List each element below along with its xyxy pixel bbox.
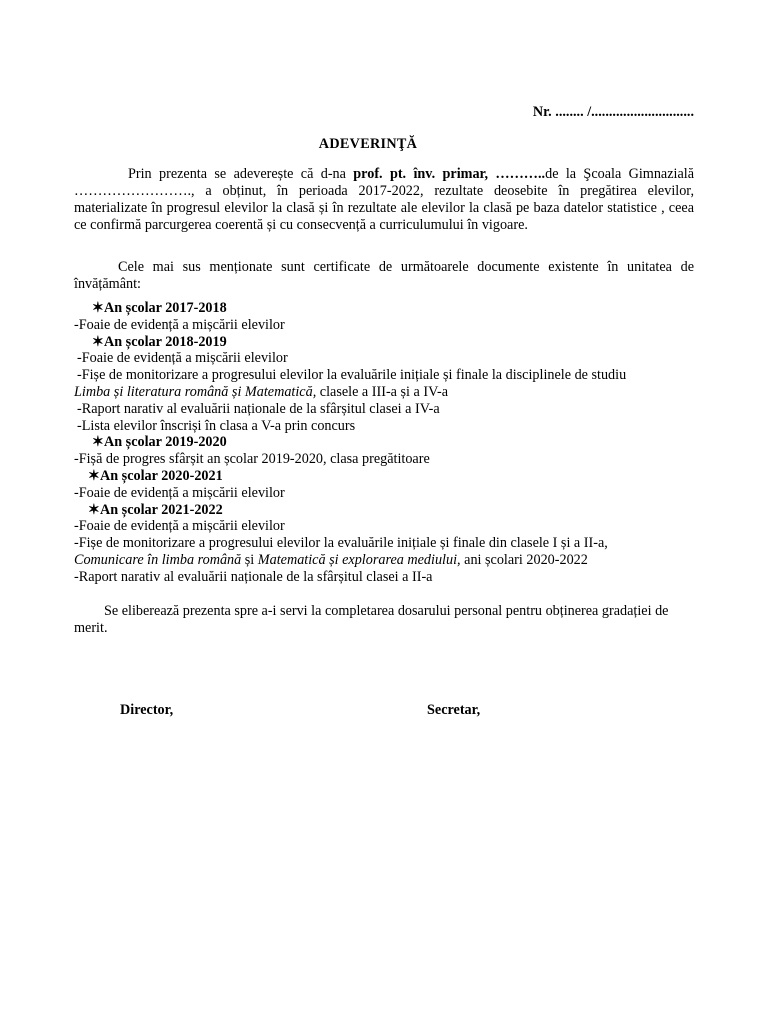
year-label: An școlar 2017-2018 bbox=[104, 300, 227, 316]
year-label: An școlar 2021-2022 bbox=[100, 501, 223, 518]
secretary-signature-label: Secretar, bbox=[427, 702, 481, 718]
star-bullet-icon: ✶ bbox=[92, 333, 104, 350]
nr-value: ........ /............................. bbox=[555, 104, 694, 120]
list-item bbox=[74, 384, 694, 401]
list-item: -Foaie de evidență a mișcării elevilor bbox=[74, 518, 285, 535]
year-heading bbox=[74, 468, 694, 485]
list-item: -Raport narativ al evaluării naționale de la sfârșitul clasei a IV-a bbox=[77, 400, 440, 417]
year-heading bbox=[74, 502, 694, 519]
registration-number bbox=[533, 104, 694, 121]
document-title: ADEVERINŢĂ bbox=[318, 136, 418, 152]
director-signature-label: Director, bbox=[120, 702, 174, 718]
year-label: An școlar 2019-2020 bbox=[104, 434, 227, 451]
star-bullet-icon: ✶ bbox=[92, 300, 104, 316]
teacher-title: prof. pt. înv. primar, ……….. bbox=[353, 166, 546, 182]
certification-paragraph bbox=[74, 166, 694, 234]
closing-paragraph: Se eliberează prezenta spre a-i servi la completarea dosarului personal pentru obținerea gradației de merit. bbox=[74, 603, 669, 636]
year-heading bbox=[74, 300, 694, 317]
list-item: -Lista elevilor înscriși în clasa a V-a prin concurs bbox=[77, 417, 356, 434]
paragraph1-text-start: Prin prezenta se adeverește că d-na bbox=[128, 166, 354, 182]
nr-label: Nr. bbox=[532, 104, 552, 120]
star-bullet-icon: ✶ bbox=[92, 434, 104, 451]
list-item bbox=[74, 552, 694, 569]
list-item: -Raport narativ al evaluării naționale de la sfârșitul clasei a II-a bbox=[74, 568, 433, 585]
subjects-italic: Limba și literatura română și Matematică, bbox=[74, 383, 317, 400]
year-label: An școlar 2020-2021 bbox=[100, 467, 223, 484]
list-item: -Foaie de evidență a mișcării elevilor bbox=[74, 316, 285, 333]
list-item: -Fișe de monitorizare a progresului elevilor la evaluările inițiale și finale din clasele I și a II-a, bbox=[74, 535, 608, 552]
subject-italic: Matematică și explorarea mediului bbox=[257, 551, 458, 568]
paragraph1-text-rest: de la Şcoala Gimnazială ……………………., a obținut, în perioada 2017-2022, rezultate deosebite în pregătirea elevilor, materializate în progresul elevilor la clasă și în rezultate ale elevilor la clasă pe baza datelor statistice , ceea ce confirmă parcurgerea coerentă și cu consecvență a curriculumului în vigoare. bbox=[74, 166, 694, 233]
list-item: -Foaie de evidență a mișcării elevilor bbox=[74, 484, 285, 501]
school-years-text: , ani școlari 2020-2022 bbox=[457, 551, 588, 568]
documents-list bbox=[74, 300, 694, 586]
star-bullet-icon: ✶ bbox=[88, 467, 100, 484]
list-item: -Foaie de evidență a mișcării elevilor bbox=[77, 350, 288, 367]
year-label: An școlar 2018-2019 bbox=[104, 333, 227, 350]
year-heading bbox=[74, 434, 694, 451]
list-item: -Fișe de monitorizare a progresului elevilor la evaluările inițiale și finale la disciplinele de studiu bbox=[77, 367, 627, 384]
documents-intro-paragraph: Cele mai sus menționate sunt certificate de următoarele documente existente în unitatea de învățământ: bbox=[74, 259, 694, 292]
classes-text: clasele a III-a și a IV-a bbox=[316, 383, 449, 400]
list-item: -Fișă de progres sfârșit an școlar 2019-2020, clasa pregătitoare bbox=[74, 451, 430, 468]
year-heading bbox=[74, 334, 694, 351]
subject-italic: Comunicare în limba română bbox=[74, 551, 242, 568]
conjunction-text: și bbox=[241, 551, 258, 568]
star-bullet-icon: ✶ bbox=[88, 501, 100, 518]
